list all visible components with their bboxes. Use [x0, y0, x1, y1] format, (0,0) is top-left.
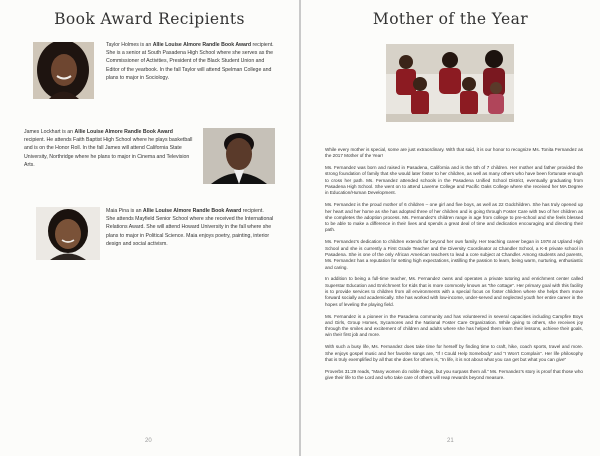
right-page: [301, 0, 600, 456]
maia-pina-photo: [36, 207, 100, 260]
maia-pina-bio: [106, 207, 274, 248]
bio-text: James Lockhart is an: [24, 129, 75, 135]
bio-text: recipient. She is a senior at South Pasadena High School where she serves as the Commissioner of Activities, President of the Black Student Union and Editor of the yearbook. In the fall Taylor will attend Spelman College and plans to major in Sociology.: [106, 42, 274, 81]
james-lockhart-bio: [24, 128, 194, 169]
award-name: Allie Louise Almore Randle Book Award: [142, 208, 242, 214]
article-paragraph: While every mother is special, some are just extraordinary. With that said, it is our honor to recognize Ms. Tonita Fernandez as the 2017 Mother of the Year!: [325, 147, 583, 159]
james-lockhart-photo: [203, 128, 275, 184]
bio-text: recipient. He attends Faith Baptist High School where he plays basketball and is on the Honor Roll. In the fall James will attend California State University, Northridge where he plans to major in Cinema and Television Arts.: [24, 137, 193, 168]
article-paragraph: With such a busy life, Ms. Fernandez does take time for herself by finding time to craft, hike, coach sports, travel and more. She enjoys gospel music and her favorite songs are, “If I Could Help Somebody” and “I Won't Complain”. Her life philosophy that is truly exemplified by all that she does for others is, “In life, it is not about what you can get but what you can give”: [325, 344, 583, 362]
article-paragraph: Ms. Fernandez's dedication to children extends far beyond her own family. Her teaching career began in 1978 at Upland High School and she is currently a First Grade Teacher and the Diversity Coordinator at Chandler School, a K-8 private school in Pasadena. She is one of the only African American teachers to lead a core subject at Chandler. Among students and parents, Ms. Fernandez has a reputation for setting high expectations, instilling the passion to learn, being warm, nurturing, enthusiastic and caring.: [325, 239, 583, 270]
article-paragraph: Ms. Fernandez is a pioneer in the Pasadena community and has volunteered in several capacities including Campfire Boys and Girls, Group Homes, Sycamores and the National Foster Care Organization. While giving to others, she receives joy through the smiles and excitement of children and adults where she has helped them learn their lessons, achieve their goals, win their first job and more.: [325, 313, 583, 338]
page-number: 21: [447, 438, 454, 444]
article-paragraph: Ms. Fernandez is the proud mother of 6 children – one girl and five boys, as well as 22 Godchildren. She has truly opened up her heart and her home as she has adopted three of her children and is going through Foster Care with two of her children as she completes the adoption process. Ms. Fernandez's children range in age from college to pre-school and she feels blessed to be able to make a difference in their lives and spends a great deal of time and dedication encouraging and directing their path.: [325, 202, 583, 233]
bio-text: recipient. She attends Mayfield Senior School where she received the International Relations Award. She will attend Howard University in the fall where she plans to major in Political Science. Maia enjoys poetry, painting, interior design and social activism.: [106, 208, 274, 247]
taylor-holmes-bio: [106, 41, 274, 82]
article-paragraph: In addition to being a full-time teacher, Ms. Fernandez owns and operates a private tutoring and enrichment center called Superstar Education and Enrichment for Kids that is more commonly known as “the cottage”. Her primary goal with this facility is to provide services to children from all environments with a special focus on foster children where she helps them move forward socially and academically. She has worked with low-income, under-served and neglected youth her entire career in the hopes of leveling the playing field.: [325, 276, 583, 307]
article-paragraph: Proverbs 31:29 reads, “Many women do noble things, but you surpass them all.” Ms. Fernandez's story is proof that those who give their life to the Lord and who take care of others will reap rewards beyond measure.: [325, 368, 583, 381]
article-paragraph: Ms. Fernandez was born and raised in Pasadena, California and is the 5th of 7 children. Her mother and father provided the strong foundation of family that she would later foster to her children, as well as many others who have been fortunate enough to cross her path. Ms. Fernandez attended schools in the Pasadena Unified School District, eventually graduating from Pasadena High School. She went on to attend Laverne College and Pacific Oaks College where she received her MA Degree in Education/Human Development.: [325, 165, 583, 196]
right-page-title: Mother of the Year: [372, 10, 529, 28]
left-page: [0, 0, 299, 456]
family-photo: [386, 44, 514, 122]
taylor-holmes-photo: [33, 42, 94, 99]
page-number: 20: [145, 438, 152, 444]
bio-text: Taylor Holmes is an: [106, 42, 153, 48]
award-name: Allie Louise Almore Randle Book Award: [152, 42, 252, 48]
left-page-title: Book Award Recipients: [54, 10, 245, 28]
bio-text: Maia Pina is an: [106, 208, 143, 214]
article-body: [325, 147, 583, 387]
award-name: Allie Louise Almore Randle Book Award: [74, 129, 173, 135]
